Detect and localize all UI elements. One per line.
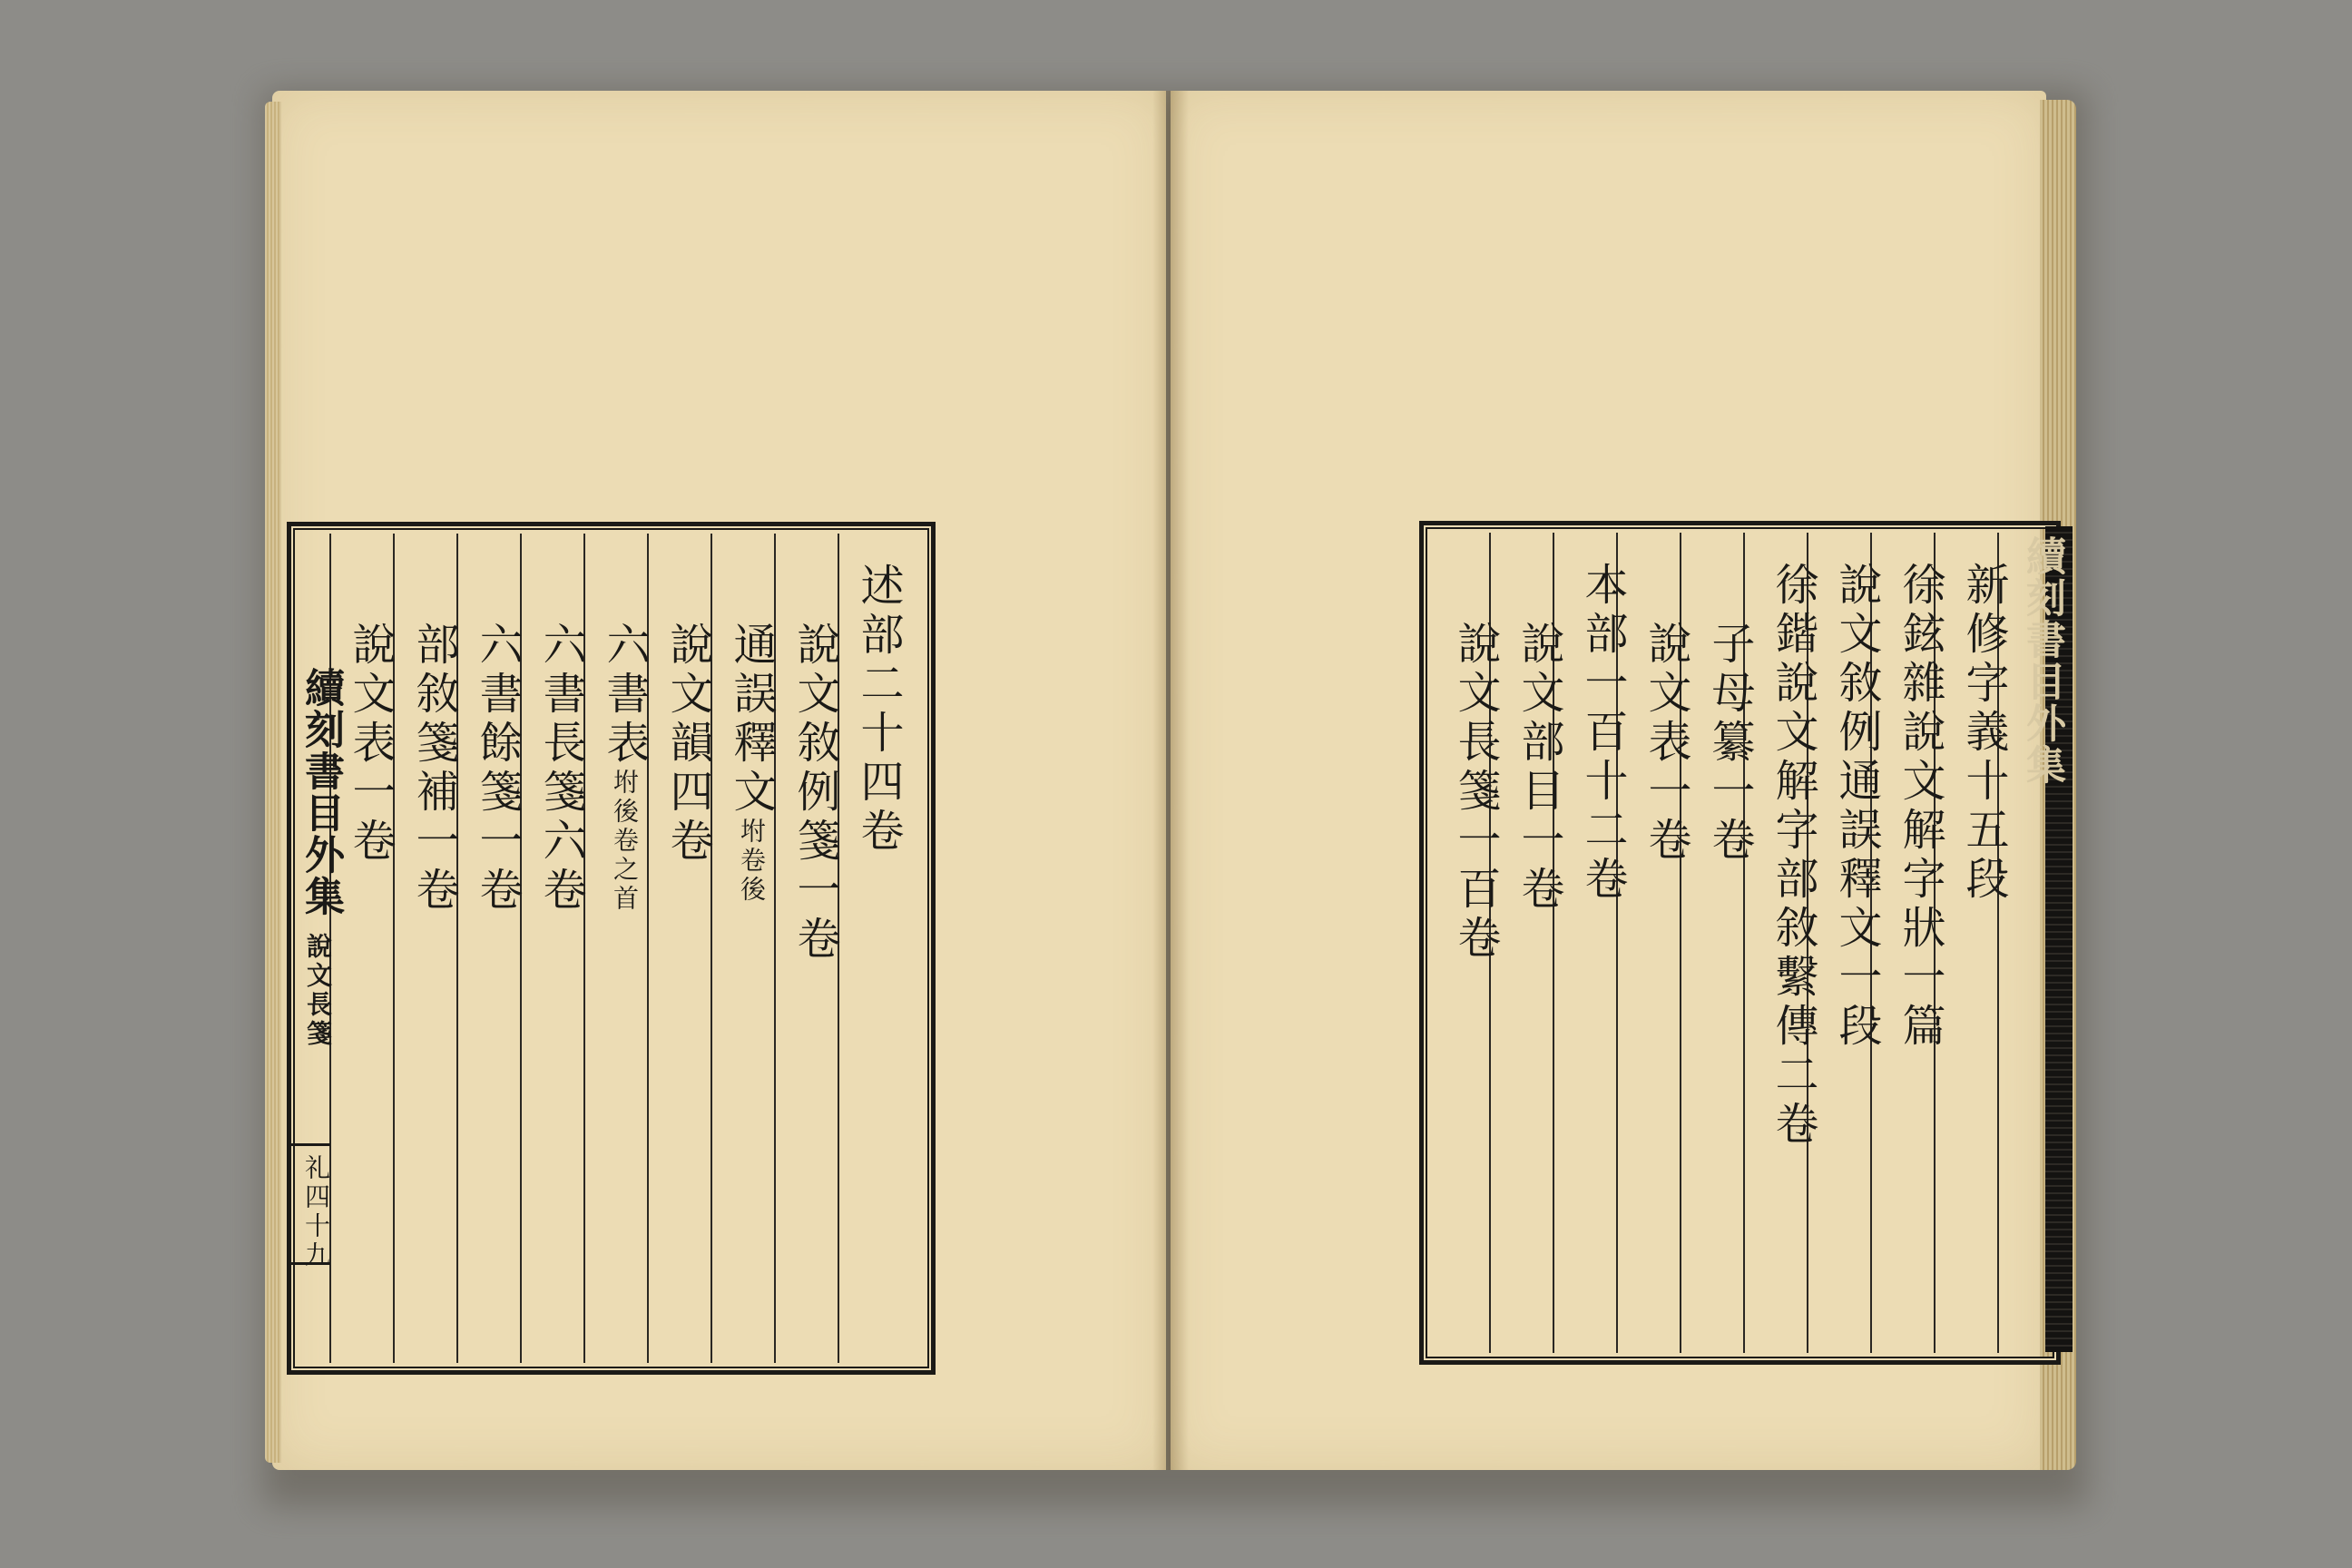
column-text: 徐鉉雜說文解字狀一篇	[1895, 562, 1945, 1052]
left-margin-subtitle: 說文長箋	[303, 933, 333, 1049]
text-column	[656, 622, 720, 867]
left-page-edge	[265, 102, 281, 1463]
column-text: 說文敘例箋一卷	[789, 622, 840, 965]
column-text: 部敘箋補一卷	[408, 622, 459, 916]
text-column	[529, 622, 593, 916]
column-text: 六書表	[599, 622, 650, 769]
text-column	[783, 622, 847, 965]
text-column	[1507, 621, 1571, 915]
folio-number: 礼四十九	[301, 1154, 331, 1270]
right-margin-title: 續刻書目外集	[2019, 535, 2065, 786]
column-text: 六書餘箋一卷	[472, 622, 523, 916]
column-note: 坿後卷之首	[610, 769, 640, 914]
left-margin-title: 續刻書目外集	[298, 667, 344, 917]
text-column	[1825, 562, 1888, 1052]
text-column	[720, 622, 783, 905]
column-text: 說文長箋一百卷	[1450, 621, 1501, 964]
text-column	[402, 622, 466, 916]
text-column	[1634, 621, 1698, 866]
text-column	[1571, 562, 1634, 905]
text-column	[593, 622, 656, 914]
text-column	[1888, 562, 1952, 1052]
column-text: 新修字義十五段	[1958, 562, 2009, 905]
left-text-frame	[287, 522, 936, 1375]
column-text: 說文韻四卷	[662, 622, 713, 867]
text-column	[1444, 621, 1507, 964]
column-text: 徐鍇說文解字部敘繫傳二卷	[1768, 562, 1818, 1150]
column-text: 本部一百十二卷	[1577, 562, 1628, 905]
column-text: 說文表一卷	[345, 622, 396, 867]
text-column	[847, 563, 910, 857]
column-text: 說文部目一卷	[1514, 621, 1564, 915]
column-text: 說文表一卷	[1641, 621, 1691, 866]
column-text: 子母纂一卷	[1704, 621, 1755, 866]
text-column	[466, 622, 529, 916]
column-text: 說文敘例通誤釋文一段	[1831, 562, 1882, 1052]
column-text: 通誤釋文	[726, 622, 777, 818]
column-text: 六書長箋六卷	[535, 622, 586, 916]
right-text-frame	[1419, 521, 2061, 1365]
text-column	[1761, 562, 1825, 1150]
column-note: 坿卷後	[737, 818, 767, 905]
column-text: 述部二十四卷	[853, 563, 904, 857]
book-gutter	[1152, 91, 1189, 1470]
text-column	[1698, 621, 1761, 866]
text-column	[1952, 562, 2015, 905]
